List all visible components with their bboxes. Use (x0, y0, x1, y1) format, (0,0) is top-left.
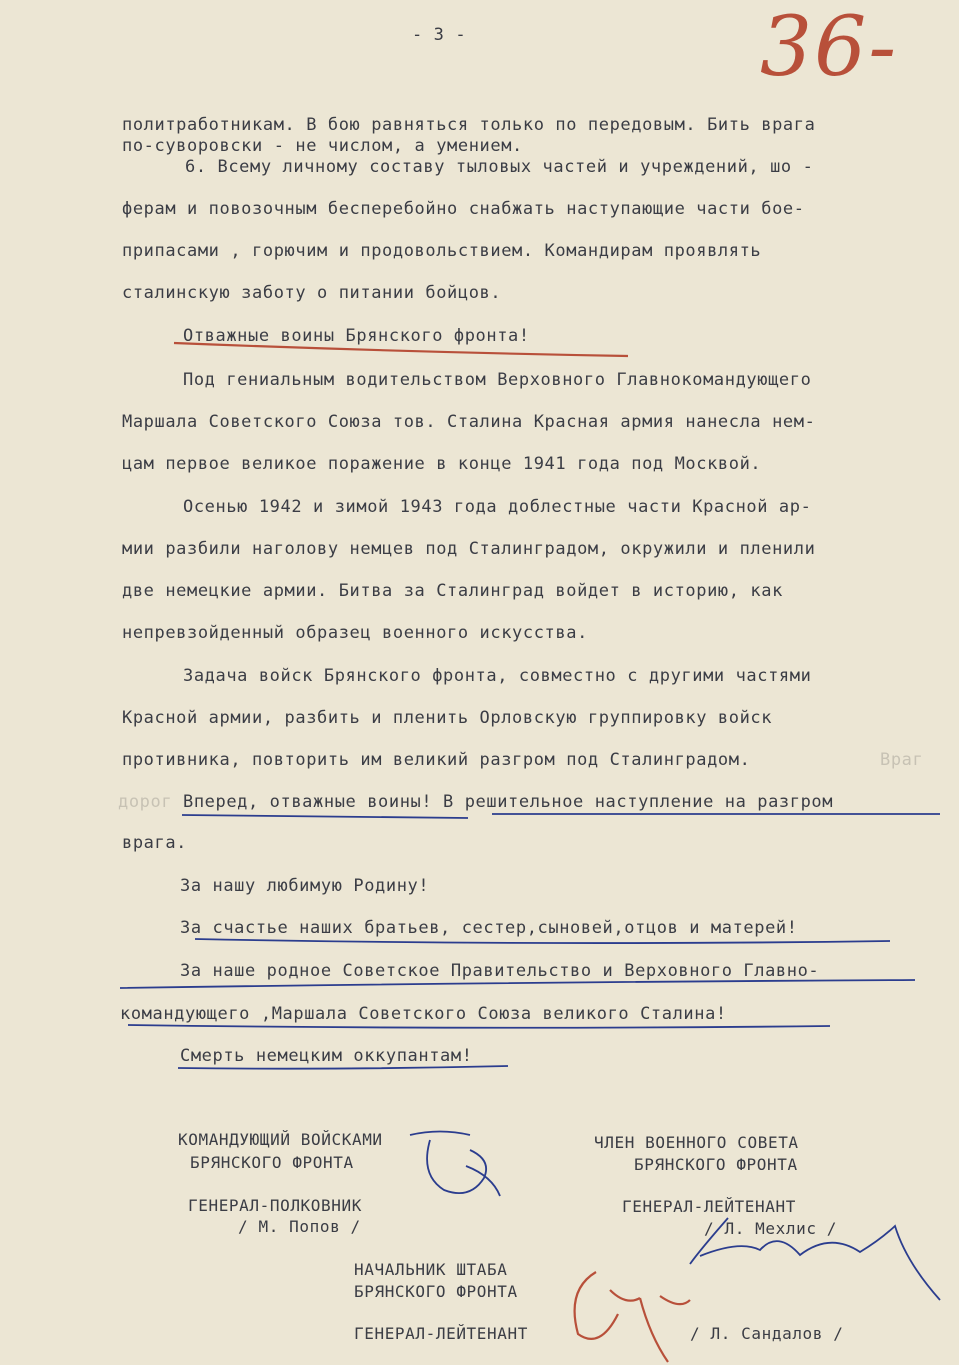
text-line: Красной армии, разбить и пленить Орловскую группировку войск (122, 708, 773, 728)
slogan-line: За наше родное Советское Правительство и Верховного Главно- (180, 961, 820, 981)
text-line: припасами , горючим и продовольствием. Командирам проявлять (122, 241, 762, 261)
slogan-line: За счастье наших братьев, сестер,сыновей,отцов и матерей! (180, 918, 798, 938)
text-line: политработникам. В бою равняться только по передовым. Бить врага (122, 115, 816, 135)
signature-rank: ГЕНЕРАЛ-ЛЕЙТЕНАНТ (354, 1324, 528, 1343)
popov-signature (410, 1132, 500, 1197)
blue-underline (182, 815, 468, 818)
signature-rank: ГЕНЕРАЛ-ПОЛКОВНИК (188, 1196, 362, 1215)
slogan-line: Смерть немецким оккупантам! (180, 1046, 473, 1066)
page-number: - 3 - (412, 25, 467, 45)
signature-title: НАЧАЛЬНИК ШТАБА (354, 1260, 508, 1279)
sandalov-signature (575, 1272, 690, 1362)
faint-text: Враг (880, 750, 924, 770)
blue-underline (128, 1025, 830, 1028)
text-line: Под гениальным водительством Верховного Главнокомандующего (183, 370, 812, 390)
archive-sheet-number: 36- (760, 0, 899, 95)
text-line: противника, повторить им великий разгром под Сталинградом. (122, 750, 751, 770)
text-line: ферам и повозочным бесперебойно снабжать наступающие части бое- (122, 199, 805, 219)
section-heading: Отважные воины Брянского фронта! (183, 326, 530, 346)
text-line: врага. (122, 833, 188, 853)
text-line: две немецкие армии. Битва за Сталинград войдет в историю, как (122, 581, 783, 601)
text-line: Осенью 1942 и зимой 1943 года доблестные части Красной ар- (183, 497, 812, 517)
signature-name: / Л. Сандалов / (690, 1324, 844, 1343)
text-line: цам первое великое поражение в конце 1941 года под Москвой. (122, 454, 762, 474)
signature-title: ЧЛЕН ВОЕННОГО СОВЕТА (594, 1133, 799, 1152)
slogan-line: За нашу любимую Родину! (180, 876, 430, 896)
text-line: сталинскую заботу о питании бойцов. (122, 283, 502, 303)
faint-text: дорог (118, 792, 173, 812)
text-line: Маршала Советского Союза тов. Сталина Красная армия нанесла нем- (122, 412, 816, 432)
text-line: непревзойденный образец военного искусства. (122, 623, 588, 643)
signature-title: БРЯНСКОГО ФРОНТА (190, 1153, 354, 1172)
text-line: 6. Всему личному составу тыловых частей и учреждений, шо - (185, 157, 814, 177)
slogan-line: командующего ,Маршала Советского Союза великого Сталина! (120, 1004, 727, 1024)
text-line: по-суворовски - не числом, а умением. (122, 136, 523, 156)
text-line: мии разбили наголову немцев под Сталинградом, окружили и пленили (122, 539, 816, 559)
signature-name: / Л. Мехлис / (704, 1219, 838, 1238)
signature-name: / М. Попов / (238, 1217, 361, 1236)
blue-underline (195, 939, 890, 943)
text-line: Вперед, отважные воины! В решительное наступление на разгром (183, 792, 834, 812)
signature-rank: ГЕНЕРАЛ-ЛЕЙТЕНАНТ (622, 1197, 796, 1216)
signature-title: КОМАНДУЮЩИЙ ВОЙСКАМИ (178, 1130, 383, 1149)
text-line: Задача войск Брянского фронта, совместно с другими частями (183, 666, 812, 686)
signature-title: БРЯНСКОГО ФРОНТА (354, 1282, 518, 1301)
signature-title: БРЯНСКОГО ФРОНТА (634, 1155, 798, 1174)
